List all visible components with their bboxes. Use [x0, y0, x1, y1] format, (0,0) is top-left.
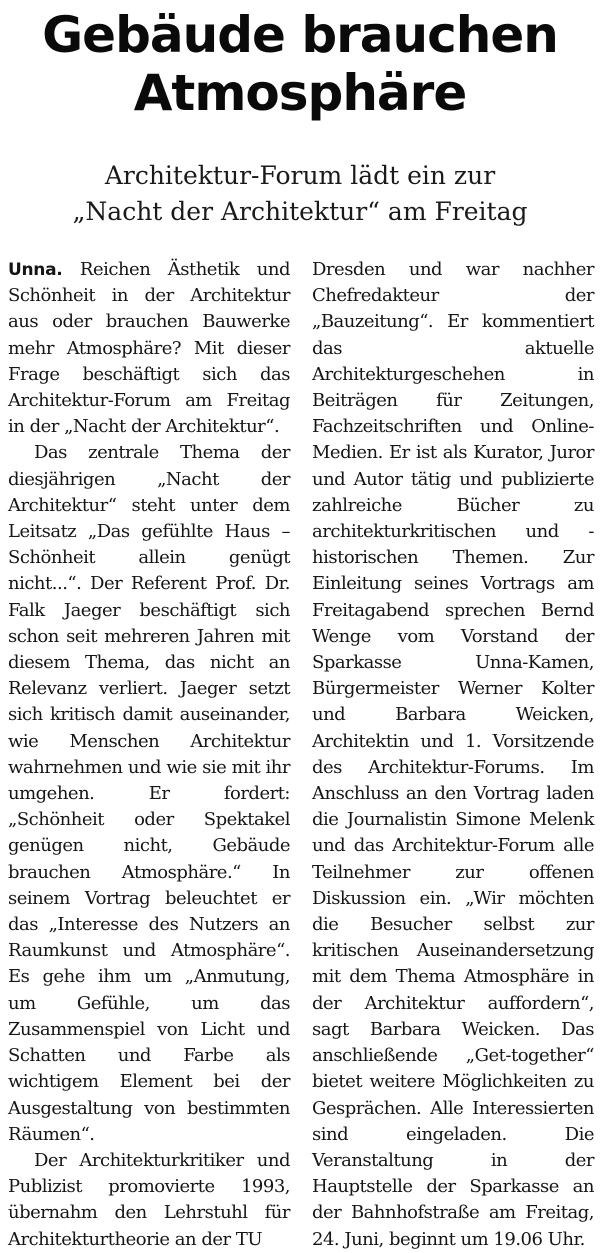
headline-line-2: Atmosphäre	[133, 64, 467, 122]
subheadline	[0, 158, 600, 230]
headline	[0, 6, 600, 122]
paragraph	[8, 257, 290, 440]
paragraph-text: Reichen Ästhetik und Schönheit in der Architektur aus oder brauchen Bauwerke mehr Atmosphäre? Mit dieser Frage beschäftigt sich das Architektur-Forum am Freitag in der „Nacht der Architektur“.	[8, 259, 290, 438]
subhead-line-2: „Nacht der Architektur“ am Freitag	[72, 197, 528, 226]
paragraph: Dresden und war nachher Chefredakteur der „Bauzeitung“. Er kommentiert das aktuelle Architekturgeschehen in Beiträgen für Zeitungen, Fachzeitschriften und Online-Medien. Er ist als Kurator, Juror und Autor tätig und publizierte zahlreiche Bücher zu architekturkritischen und -historischen Themen. Zur Einleitung seines Vortrags am Freitagabend sprechen Bernd Wenge vom Vorstand der Sparkasse Unna-Kamen, Bürgermeister Werner Kolter und Barbara Weicken, Architektin und 1. Vorsitzende des Architektur-Forums. Im Anschluss an den Vortrag laden die Journalistin Simone Melenk und das Architektur-Forum alle Teilnehmer zur offenen Diskussion ein. „Wir möchten die Besucher selbst zur kritischen Auseinandersetzung mit dem Thema Atmosphäre in der Architektur auffordern“, sagt Barbara Weicken. Das anschließende „Get-together“ bietet weitere Möglichkeiten zu Gesprächen. Alle Interessierten sind eingeladen. Die Veranstaltung in der Hauptstelle der Sparkasse an der Bahnhofstraße am Freitag, 24. Juni, beginnt um 19.06 Uhr.	[312, 259, 594, 1250]
article-column-left	[8, 257, 290, 1253]
headline-line-1: Gebäude brauchen	[42, 6, 558, 64]
paragraph: Das zentrale Thema der diesjährigen „Nacht der Architektur“ steht unter dem Leitsatz „Das gefühlte Haus – Schönheit allein genügt nicht...“. Der Referent Prof. Dr. Falk Jaeger beschäftigt sich schon seit mehreren Jahren mit diesem Thema, das nicht an Relevanz verliert. Jaeger setzt sich kritisch damit auseinander, wie Menschen Architektur wahrnehmen und wie sie mit ihr umgehen. Er fordert: „Schönheit oder Spektakel genügen nicht, Gebäude brauchen Atmosphäre.“ In seinem Vortrag beleuchtet er das „Interesse des Nutzers an Raumkunst und Atmosphäre“. Es gehe ihm um „Anmutung, um Gefühle, um das Zusammenspiel von Licht und Schatten und Farbe als wichtigem Element bei der Ausgestaltung von bestimmten Räumen“.	[8, 442, 290, 1145]
subhead-line-1: Architektur-Forum lädt ein zur	[104, 161, 496, 190]
paragraph: Der Architekturkritiker und Publizist promovierte 1993, übernahm den Lehrstuhl für Architekturtheorie an der TU	[8, 1149, 290, 1250]
article-column-right	[312, 257, 594, 1253]
dateline: Unna.	[8, 260, 63, 280]
